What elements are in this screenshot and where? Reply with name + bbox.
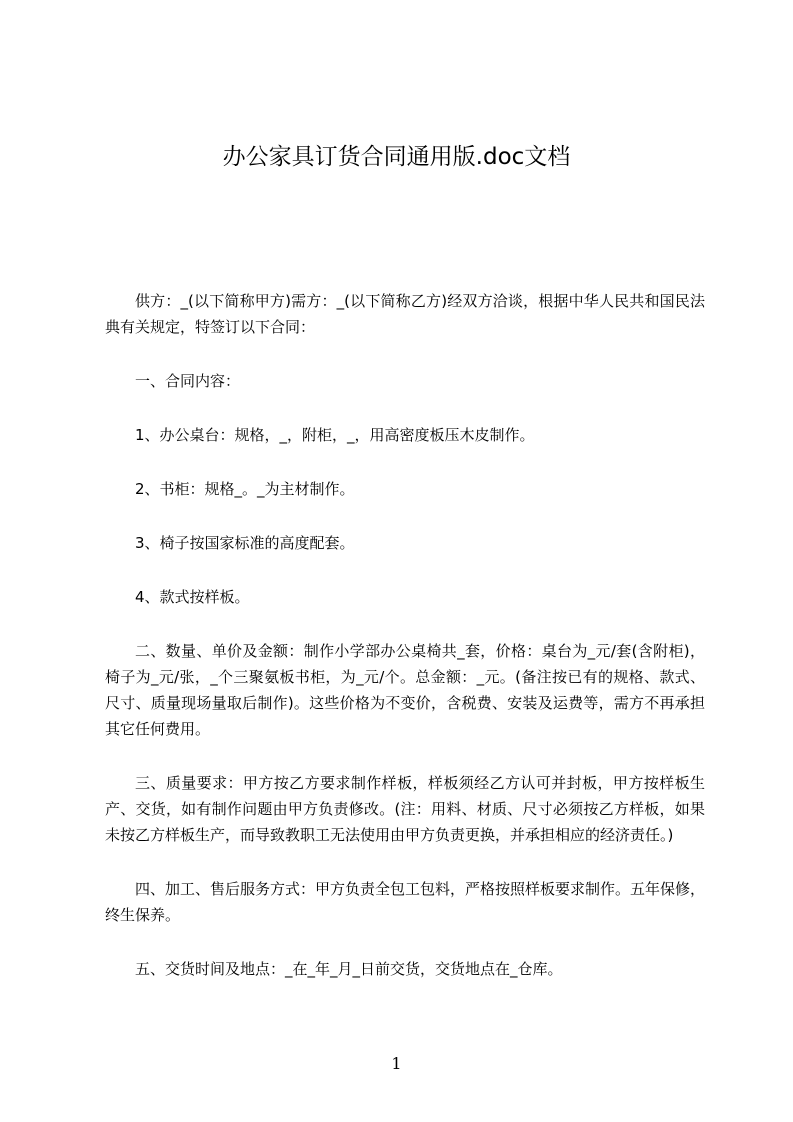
paragraph-item-bookcase: 2、书柜：规格_。_为主材制作。 bbox=[135, 480, 355, 498]
paragraph-quality: 三、质量要求：甲方按乙方要求制作样板，样板须经乙方认可并封板，甲方按样板生产、交货，如有制作问题由甲方负责修改。(注：用料、材质、尺寸必须按乙方样板，如果未按乙方样板生产，而导致教职工无法使用由甲方负责更换，并承担相应的经济责任。) bbox=[105, 774, 705, 844]
paragraph-parties: 供方：_(以下简称甲方)需方：_(以下简称乙方)经双方洽谈，根据中华人民共和国民法典有关规定，特签订以下合同： bbox=[105, 292, 705, 336]
section-heading-contract-content: 一、合同内容： bbox=[135, 372, 241, 390]
paragraph-quantity-price: 二、数量、单价及金额：制作小学部办公桌椅共_套，价格：桌台为_元/套(含附柜)，椅子为_元/张，_个三聚氨板书柜，为_元/个。总金额：_元。(备注按已有的规格、款式、尺寸、质量现场量取后制作)。这些价格为不变价，含税费、安装及运费等，需方不再承担其它任何费用。 bbox=[105, 642, 705, 738]
paragraph-delivery: 五、交货时间及地点：_在_年_月_日前交货，交货地点在_仓库。 bbox=[135, 960, 563, 978]
page-number: 1 bbox=[391, 1054, 402, 1073]
document-body bbox=[105, 288, 705, 982]
paragraph-item-chair: 3、椅子按国家标准的高度配套。 bbox=[135, 534, 355, 552]
document-title: 办公家具订货合同通用版.doc文档 bbox=[222, 144, 571, 170]
paragraph-service: 四、加工、售后服务方式：甲方负责全包工包料，严格按照样板要求制作。五年保修，终生保养。 bbox=[105, 880, 706, 924]
paragraph-item-desk: 1、办公桌台：规格，_，附柜，_，用高密度板压木皮制作。 bbox=[135, 426, 535, 444]
paragraph-item-style: 4、款式按样板。 bbox=[135, 588, 250, 606]
